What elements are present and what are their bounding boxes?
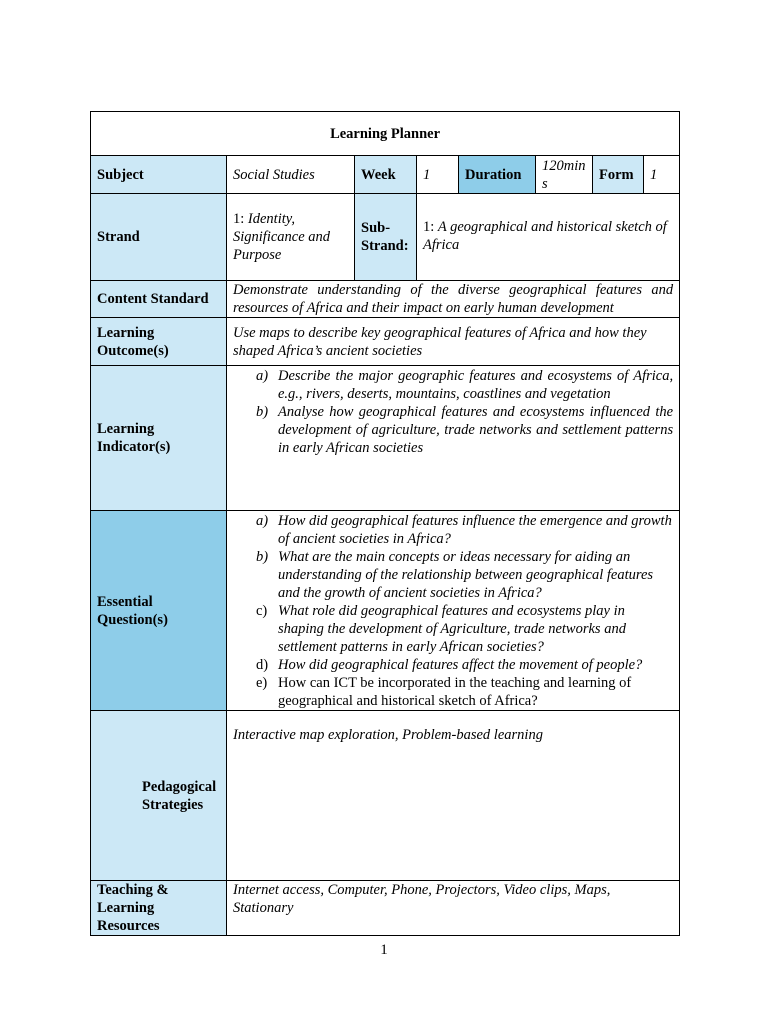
content-standard-label: Content Standard bbox=[91, 281, 227, 318]
subject-value: Social Studies bbox=[227, 156, 355, 194]
pedagogical-strategies-value: Interactive map exploration, Problem-based learning bbox=[227, 711, 680, 881]
duration-label: Duration bbox=[459, 156, 536, 194]
list-item: a) How did geographical features influence the emergence and growth of ancient societies in Africa? bbox=[256, 513, 672, 547]
strand-number: 1: bbox=[233, 211, 245, 227]
pedagogical-strategies-cell bbox=[91, 711, 227, 881]
planner-title: Learning Planner bbox=[91, 112, 680, 156]
learning-outcome-value: Use maps to describe key geographical features of Africa and how they shaped Africa’s ancient societies bbox=[227, 318, 680, 366]
resources-label: Teaching & Learning Resources bbox=[91, 881, 227, 936]
list-item: c) What role did geographical features and ecosystems play in shaping the development of Agriculture, trade networks and settlement patterns in early African societies? bbox=[256, 603, 626, 655]
list-item: d) How did geographical features affect the movement of people? bbox=[256, 657, 643, 673]
form-label: Form bbox=[593, 156, 644, 194]
learning-outcome-label: Learning Outcome(s) bbox=[91, 318, 227, 366]
page-number: 1 bbox=[380, 942, 388, 958]
strand-label: Strand bbox=[91, 194, 227, 281]
pedagogical-strategies-label: Pedagogical Strategies bbox=[142, 778, 217, 813]
week-value: 1 bbox=[417, 156, 459, 194]
content-standard-value: Demonstrate understanding of the diverse geographical features and resources of Africa and their impact on early human development bbox=[227, 281, 680, 318]
list-item: b) Analyse how geographical features and ecosystems influenced the development of agriculture, trade networks and settlement patterns in early African societies bbox=[256, 404, 674, 456]
essential-questions-list bbox=[233, 512, 673, 710]
subject-label: Subject bbox=[91, 156, 227, 194]
substrand-label: Sub-Strand: bbox=[355, 194, 417, 281]
strand-value: Identity, Significance and Purpose bbox=[233, 211, 331, 263]
learning-indicators-list bbox=[233, 367, 673, 457]
list-item: e) How can ICT be incorporated in the teaching and learning of geographical and historical sketch of Africa? bbox=[256, 675, 632, 709]
substrand-cell bbox=[417, 194, 680, 281]
list-item: a) Describe the major geographic features and ecosystems of Africa, e.g., rivers, deserts, mountains, coastlines and vegetation bbox=[256, 368, 674, 402]
form-value: 1 bbox=[644, 156, 680, 194]
essential-questions-label: Essential Question(s) bbox=[91, 511, 227, 711]
learning-indicators-cell bbox=[227, 366, 680, 511]
strand-cell bbox=[227, 194, 355, 281]
resources-value: Internet access, Computer, Phone, Projectors, Video clips, Maps, Stationary bbox=[227, 881, 680, 936]
essential-questions-cell bbox=[227, 511, 680, 711]
week-label: Week bbox=[355, 156, 417, 194]
substrand-number: 1: bbox=[423, 219, 435, 235]
substrand-value: A geographical and historical sketch of Africa bbox=[423, 219, 667, 253]
learning-planner-table bbox=[90, 111, 680, 936]
learning-indicators-label: Learning Indicator(s) bbox=[91, 366, 227, 511]
list-item: b) What are the main concepts or ideas necessary for aiding an understanding of the relationship between geographical features and the growth of ancient societies in Africa? bbox=[256, 549, 654, 601]
duration-value: 120mins bbox=[536, 156, 593, 194]
